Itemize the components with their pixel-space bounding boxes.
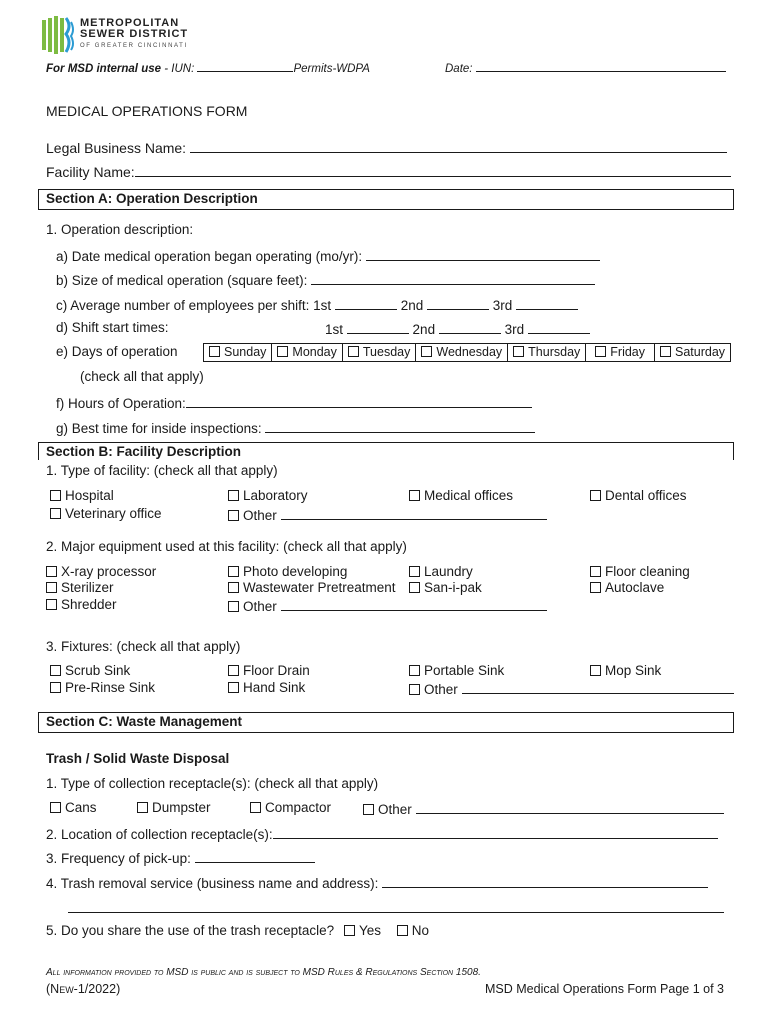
option-label: Dumpster	[152, 800, 211, 815]
option-label: Photo developing	[243, 564, 348, 579]
checkbox-icon[interactable]	[228, 582, 239, 593]
facility-name-label: Facility Name:	[46, 164, 135, 180]
logo-text	[80, 18, 188, 52]
checkbox-icon[interactable]	[660, 346, 671, 357]
shift-3rd-field[interactable]	[528, 320, 590, 334]
section-b-q1: 1. Type of facility: (check all that apply)	[46, 463, 278, 478]
fixture-portable-sink[interactable]	[409, 663, 504, 678]
legal-business-name-row	[46, 139, 727, 156]
checkbox-icon[interactable]	[228, 665, 239, 676]
option-label: Floor Drain	[243, 663, 310, 678]
checkbox-icon[interactable]	[50, 665, 61, 676]
option-label: Portable Sink	[424, 663, 505, 678]
option-label: Laboratory	[243, 488, 308, 503]
checkbox-icon[interactable]	[409, 684, 420, 695]
checkbox-icon[interactable]	[590, 665, 601, 676]
option-label: Dental offices	[605, 488, 687, 503]
day-monday[interactable]	[272, 344, 342, 361]
option-label: Shredder	[61, 597, 117, 612]
internal-use-label: For MSD internal use	[46, 63, 162, 75]
checkbox-icon[interactable]	[421, 346, 432, 357]
checkbox-icon[interactable]	[228, 601, 239, 612]
checkbox-icon[interactable]	[409, 566, 420, 577]
checkbox-icon[interactable]	[277, 346, 288, 357]
fixture-floor-drain[interactable]	[228, 663, 310, 678]
option-label: Other	[243, 599, 277, 614]
equip-other-field[interactable]	[281, 597, 547, 611]
option-label: Hospital	[65, 488, 114, 503]
option-label: Wastewater Pretreatment	[243, 580, 396, 595]
hours-label: f) Hours of Operation:	[56, 396, 186, 411]
day-label: Saturday	[675, 345, 726, 359]
section-b-q2: 2. Major equipment used at this facility: (check all that apply)	[46, 539, 407, 554]
option-label: X-ray processor	[61, 564, 157, 579]
days-of-operation	[203, 343, 731, 362]
shift-1st-label: 1st	[325, 322, 344, 337]
equip-other[interactable]	[228, 597, 547, 614]
checkbox-icon[interactable]	[348, 346, 359, 357]
location-field[interactable]	[273, 825, 718, 839]
logo-line-3: OF GREATER CINCINNATI	[80, 43, 188, 49]
internal-date-line	[445, 60, 726, 75]
section-b-title: Section B: Facility Description	[46, 444, 242, 459]
removal-service-label: 4. Trash removal service (business name and address):	[46, 876, 379, 891]
day-label: Monday	[292, 345, 337, 359]
removal-service-field[interactable]	[382, 874, 708, 888]
shift-2nd-label: 2nd	[412, 322, 436, 337]
day-label: Tuesday	[362, 345, 411, 359]
equip-autoclave[interactable]	[590, 580, 664, 595]
receptacle-other[interactable]	[363, 800, 724, 817]
option-label: Autoclave	[605, 580, 665, 595]
inspection-field[interactable]	[265, 419, 535, 433]
section-a-row-f	[56, 394, 532, 411]
share-label: 5. Do you share the use of the trash receptacle?	[46, 923, 335, 938]
logo-line-1: METROPOLITAN	[80, 17, 180, 29]
section-c-q4	[46, 874, 708, 891]
option-label: San-i-pak	[424, 580, 482, 595]
option-label: Other	[378, 802, 412, 817]
option-label: Sterilizer	[61, 580, 114, 595]
option-label: Cans	[65, 800, 97, 815]
checkbox-icon[interactable]	[250, 802, 261, 813]
facility-other[interactable]	[228, 506, 547, 523]
option-label: Veterinary office	[65, 506, 162, 521]
check-all-note: (check all that apply)	[80, 369, 204, 384]
checkbox-icon[interactable]	[228, 490, 239, 501]
section-a-row-c	[56, 296, 578, 313]
frequency-field[interactable]	[195, 849, 315, 863]
share-yes[interactable]	[344, 923, 381, 938]
section-a-row-d-fields	[325, 320, 590, 337]
checkbox-icon[interactable]	[46, 566, 57, 577]
location-label: 2. Location of collection receptacle(s):	[46, 827, 273, 842]
fixture-scrub-sink[interactable]	[50, 663, 130, 678]
frequency-label: 3. Frequency of pick-up:	[46, 851, 191, 866]
facility-medical-offices[interactable]	[409, 488, 513, 503]
checkbox-icon[interactable]	[409, 490, 420, 501]
checkbox-icon[interactable]	[363, 804, 374, 815]
start-date-field[interactable]	[366, 247, 600, 261]
checkbox-icon[interactable]	[409, 582, 420, 593]
receptacle-compactor[interactable]	[250, 800, 331, 815]
trash-subtitle: Trash / Solid Waste Disposal	[46, 751, 230, 766]
size-field[interactable]	[311, 271, 595, 285]
section-a-header	[38, 189, 734, 210]
option-label: Medical offices	[424, 488, 514, 503]
day-friday[interactable]	[586, 344, 655, 361]
day-label: Friday	[610, 345, 646, 359]
facility-other-field[interactable]	[281, 506, 547, 520]
checkbox-icon[interactable]	[590, 566, 601, 577]
inspection-label: g) Best time for inside inspections:	[56, 421, 262, 436]
checkbox-icon[interactable]	[50, 490, 61, 501]
day-thursday[interactable]	[508, 344, 586, 361]
start-date-label: a) Date medical operation began operating (mo/yr):	[56, 249, 363, 264]
legal-business-name-label: Legal Business Name:	[46, 140, 187, 156]
checkbox-icon[interactable]	[50, 682, 61, 693]
checkbox-icon[interactable]	[50, 802, 61, 813]
section-c-q5	[46, 923, 429, 938]
checkbox-icon[interactable]	[50, 508, 61, 519]
day-saturday[interactable]	[655, 344, 730, 361]
receptacle-cans[interactable]	[50, 800, 97, 815]
checkbox-icon[interactable]	[590, 490, 601, 501]
section-a-row-g	[56, 419, 535, 436]
employees-3rd-label: 3rd	[492, 298, 513, 313]
footer-version: (New-1/2022)	[46, 982, 121, 996]
msd-logo-icon	[42, 16, 76, 59]
day-label: Sunday	[224, 345, 267, 359]
checkbox-icon[interactable]	[513, 346, 524, 357]
employees-2nd-field[interactable]	[427, 296, 489, 310]
shift-1st-field[interactable]	[347, 320, 409, 334]
iun-field[interactable]	[197, 60, 293, 72]
checkbox-icon[interactable]	[228, 510, 239, 521]
section-c-header	[38, 712, 734, 733]
equip-laundry[interactable]	[409, 564, 473, 579]
section-b-header	[38, 442, 734, 460]
internal-date-field[interactable]	[476, 60, 726, 72]
option-label: Pre-Rinse Sink	[65, 680, 156, 695]
checkbox-icon[interactable]	[137, 802, 148, 813]
checkbox-icon[interactable]	[46, 582, 57, 593]
equip-photo[interactable]	[228, 564, 347, 579]
section-a-row-a	[56, 247, 600, 264]
employees-3rd-field[interactable]	[516, 296, 578, 310]
option-label: Other	[424, 682, 458, 697]
day-label: Wednesday	[436, 345, 503, 359]
section-b-q3: 3. Fixtures: (check all that apply)	[46, 639, 241, 654]
section-c-q2	[46, 825, 718, 842]
option-label: Mop Sink	[605, 663, 662, 678]
footer-notice: All information provided to MSD is public and is subject to MSD Rules & Regulations Section 1508.	[46, 967, 481, 978]
fixture-other[interactable]	[409, 680, 734, 697]
form-title: MEDICAL OPERATIONS FORM	[46, 103, 248, 119]
share-no[interactable]	[397, 923, 429, 938]
facility-dental-offices[interactable]	[590, 488, 687, 503]
receptacle-dumpster[interactable]	[137, 800, 211, 815]
fixture-hand-sink[interactable]	[228, 680, 305, 695]
day-sunday[interactable]	[204, 344, 272, 361]
option-label: Other	[243, 508, 277, 523]
checkbox-icon[interactable]	[209, 346, 220, 357]
equip-floor-cleaning[interactable]	[590, 564, 690, 579]
equip-xray[interactable]	[46, 564, 156, 579]
day-wednesday[interactable]	[416, 344, 508, 361]
checkbox-icon[interactable]	[397, 925, 408, 936]
checkbox-icon[interactable]	[595, 346, 606, 357]
facility-laboratory[interactable]	[228, 488, 308, 503]
shift-3rd-label: 3rd	[504, 322, 525, 337]
option-label: Hand Sink	[243, 680, 306, 695]
day-tuesday[interactable]	[343, 344, 416, 361]
section-a-row-d-label: d) Shift start times:	[56, 320, 169, 335]
permits-label: Permits-WDPA	[293, 63, 370, 75]
receptacle-other-field[interactable]	[416, 800, 724, 814]
facility-hospital[interactable]	[50, 488, 114, 503]
equip-sterilizer[interactable]	[46, 580, 114, 595]
section-a-row-b	[56, 271, 595, 288]
fixture-other-field[interactable]	[462, 680, 734, 694]
yes-label: Yes	[358, 923, 381, 938]
checkbox-icon[interactable]	[344, 925, 355, 936]
iun-label: - IUN:	[164, 63, 195, 75]
option-label: Scrub Sink	[65, 663, 131, 678]
option-label: Floor cleaning	[605, 564, 690, 579]
removal-service-field-line-2[interactable]	[68, 899, 724, 913]
checkbox-icon[interactable]	[228, 566, 239, 577]
option-label: Compactor	[265, 800, 332, 815]
footer-page: MSD Medical Operations Form Page 1 of 3	[485, 982, 724, 996]
fixture-pre-rinse-sink[interactable]	[50, 680, 155, 695]
equip-shredder[interactable]	[46, 597, 117, 612]
employees-1st-field[interactable]	[335, 296, 397, 310]
checkbox-icon[interactable]	[46, 599, 57, 610]
facility-name-field[interactable]	[135, 163, 731, 177]
day-label: Thursday	[528, 345, 581, 359]
fixture-mop-sink[interactable]	[590, 663, 661, 678]
days-label: e) Days of operation	[56, 344, 178, 359]
size-label: b) Size of medical operation (square feet):	[56, 273, 308, 288]
checkbox-icon[interactable]	[409, 665, 420, 676]
section-a-q1: 1. Operation description:	[46, 222, 194, 237]
checkbox-icon[interactable]	[228, 682, 239, 693]
checkbox-icon[interactable]	[590, 582, 601, 593]
facility-name-row	[46, 163, 731, 180]
option-label: Laundry	[424, 564, 473, 579]
hours-field[interactable]	[186, 394, 532, 408]
section-c-q3	[46, 849, 315, 866]
no-label: No	[411, 923, 430, 938]
internal-use-line	[46, 60, 370, 75]
legal-business-name-field[interactable]	[190, 139, 727, 153]
equip-san-i-pak[interactable]	[409, 580, 482, 595]
employees-2nd-label: 2nd	[400, 298, 424, 313]
equip-wastewater[interactable]	[228, 580, 396, 595]
facility-veterinary[interactable]	[50, 506, 162, 521]
section-c-q1: 1. Type of collection receptacle(s): (check all that apply)	[46, 776, 379, 791]
shift-2nd-field[interactable]	[439, 320, 501, 334]
section-a-title: Section A: Operation Description	[46, 191, 258, 206]
logo-line-2: SEWER DISTRICT	[80, 28, 189, 40]
section-c-title: Section C: Waste Management	[46, 714, 243, 729]
internal-date-label: Date:	[445, 63, 473, 75]
employees-label: c) Average number of employees per shift: 1st	[56, 298, 332, 313]
